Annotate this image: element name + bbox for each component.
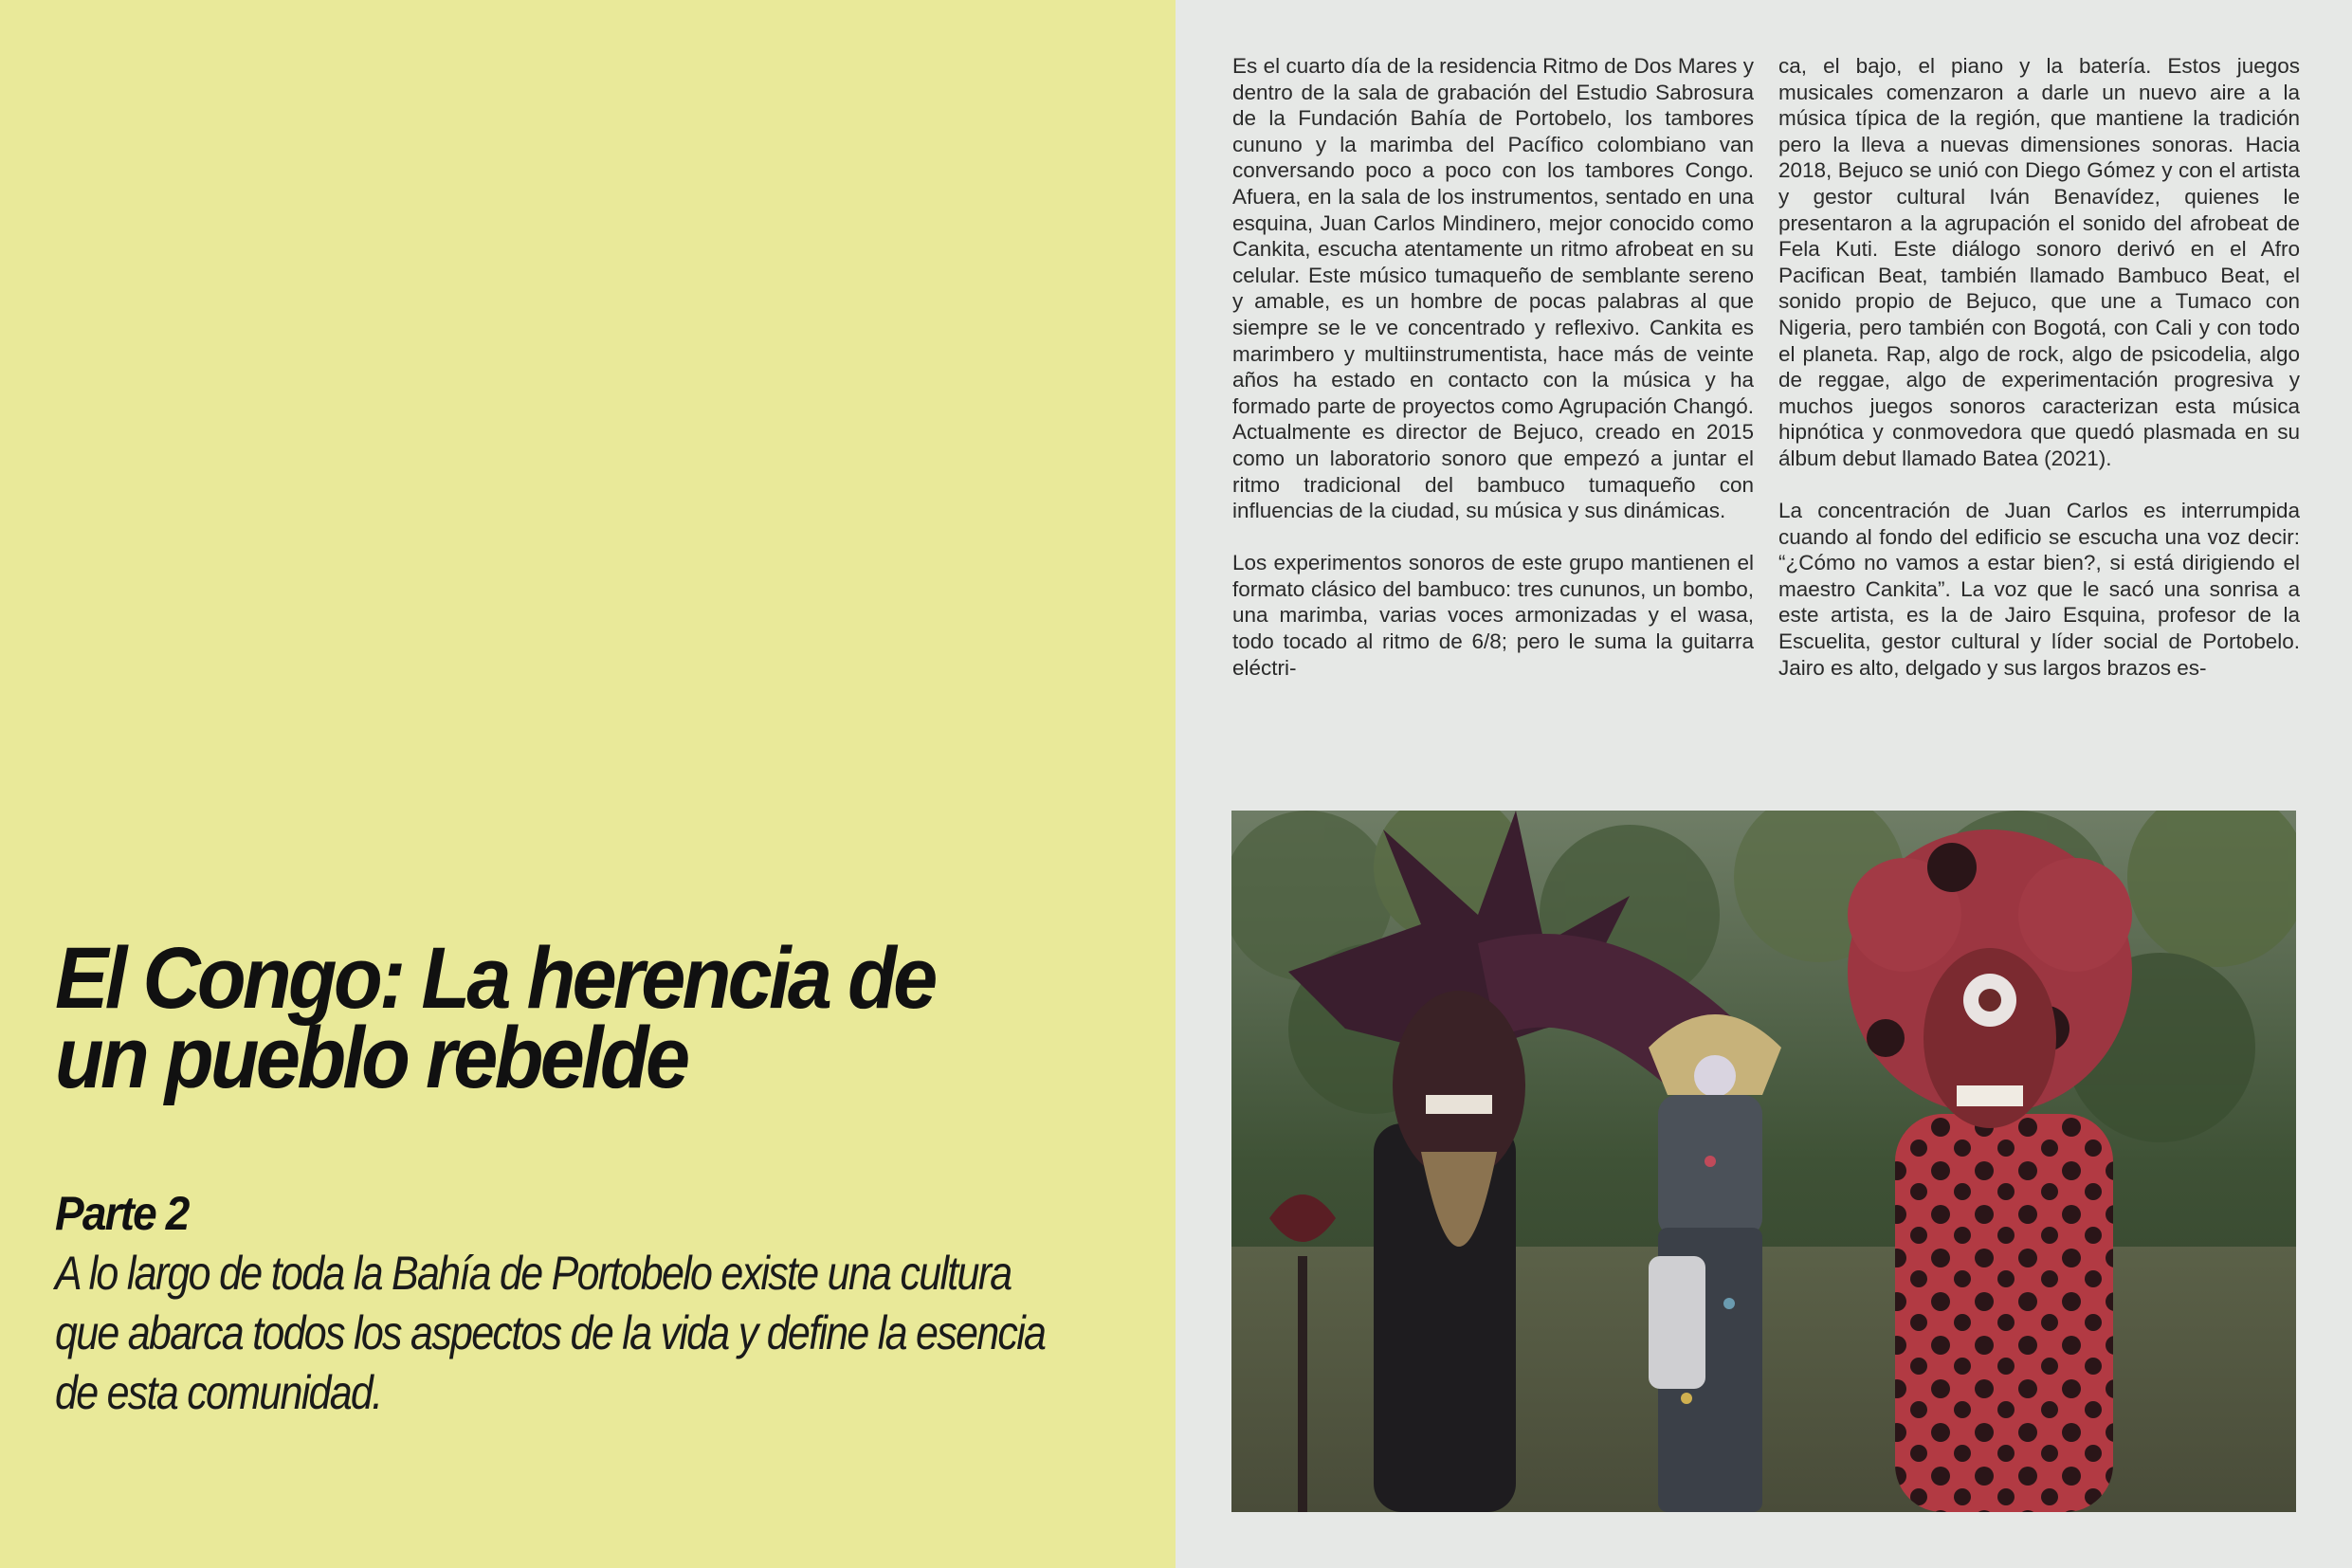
congo-dancers-photo (1231, 811, 2296, 1512)
photo-illustration (1231, 811, 2296, 1512)
paragraph: Los experimentos sonoros de este grupo mantienen el formato clásico del bambuco: tres cununos, un bombo, una marimba, varias voces armonizadas y el wasa, todo tocado al ritmo de 6/8; pero le suma la guitarra eléctri- (1232, 551, 1754, 680)
paragraph: La concentración de Juan Carlos es interrumpida cuando al fondo del edificio se escucha una voz decir: “¿Cómo no vamos a estar bien?, si está dirigiendo el maestro Cankita”. La voz que le sacó una sonrisa a este artista, es la de Jairo Esquina, profesor de la Escuelita, gestor cultural y líder social de Portobelo. Jairo es alto, delgado y sus largos brazos es- (1778, 499, 2300, 680)
figure-middle-masked (1649, 1014, 1781, 1512)
part-label: Parte 2 (55, 1187, 189, 1240)
headline: El Congo: La herencia de un pueblo rebelde (55, 930, 935, 1106)
paragraph: ca, el bajo, el piano y la batería. Estos juegos musicales comenzaron a darle un nuevo aire a la música típica de la región, que mantiene la tradición pero la lleva a nuevas dimensiones sonoras. Hacia 2018, Bejuco se unió con Diego Gómez y con el artista y gestor cultural Iván Benavídez, quienes le presentaron a la agrupación el sonido del afrobeat de Fela Kuti. Este diálogo sonoro derivó en el Afro Pacifican Beat, también llamado Bambuco Beat, el sonido propio de Bejuco, que une a Tumaco con Nigeria, pero también con Bogotá, con Cali y con todo el planeta. Rap, algo de rock, algo de psicodelia, algo de reggae, algo de experimentación progresiva y muchos juegos sonoros caracterizan esta música hipnótica y conmovedora que quedó plasmada en su álbum debut llamado Batea (2021). (1778, 54, 2300, 470)
dek: A lo largo de toda la Bahía de Portobelo existe una cultura que abarca todos los aspectos de la vida y define la esencia de esta comunidad. (55, 1247, 1046, 1419)
paragraph: Es el cuarto día de la residencia Ritmo de Dos Mares y dentro de la sala de grabación del Estudio Sabrosura de la Fundación Bahía de Portobelo, los tambores cununo y la marimba del Pacífico colombiano van conversando poco a poco con los tambores Congo. Afuera, en la sala de los instrumentos, sentado en una esquina, Juan Carlos Mindinero, mejor conocido como Cankita, escucha atentamente un ritmo afrobeat en su celular. Este músico tumaqueño de semblante sereno y amable, es un hombre de pocas palabras al que siempre se le ve concentrado y reflexivo. Cankita es marimbero y multiinstrumentista, hace más de veinte años ha estado en contacto con la música y ha formado parte de proyectos como Agrupación Changó. Actualmente es director de Bejuco, creado en 2015 como un laboratorio sonoro que empezó a juntar el ritmo tradicional del bambuco tumaqueño con influencias de la ciudad, su música y sus dinámicas. (1232, 54, 1754, 523)
article-column-2 (1778, 53, 2300, 788)
article-column-1 (1232, 53, 1754, 788)
